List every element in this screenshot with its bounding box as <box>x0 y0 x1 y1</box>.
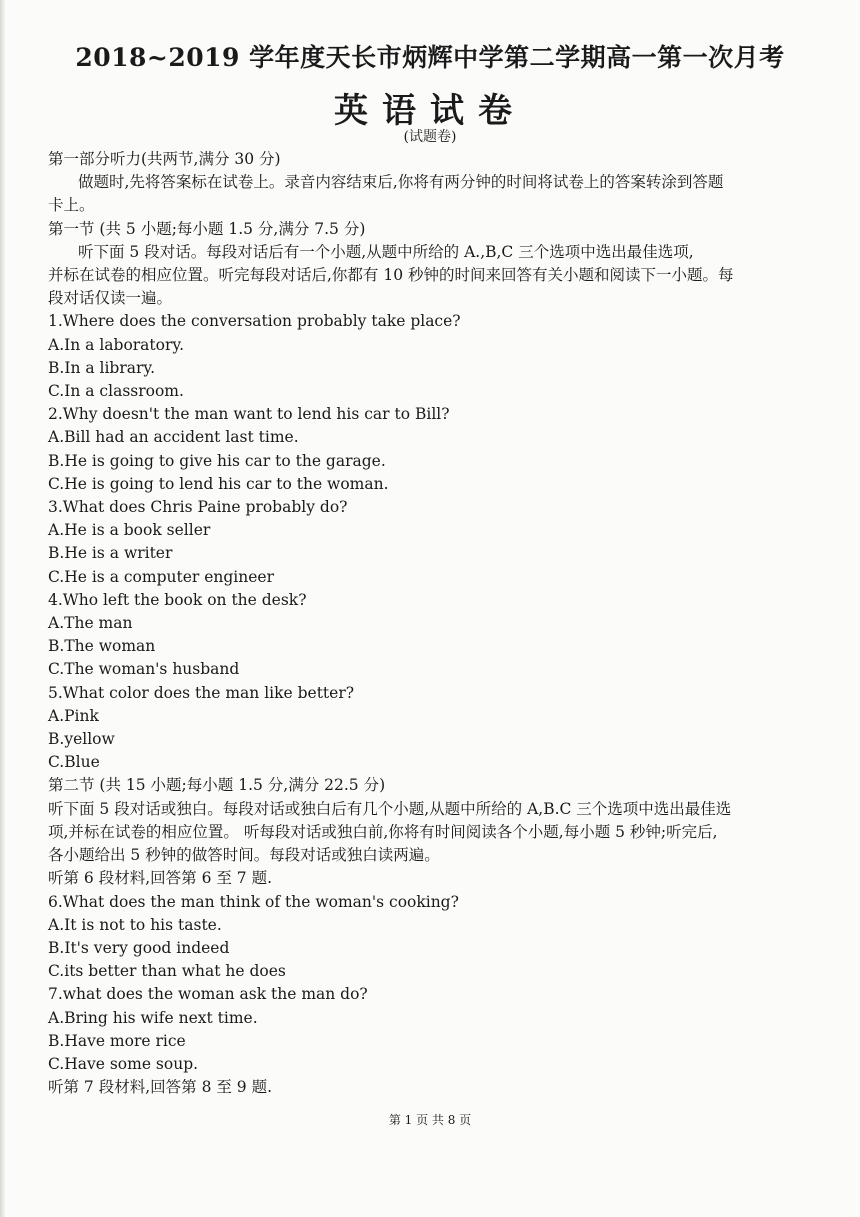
exam-body <box>48 148 823 1099</box>
paper-variant-label: (试题卷) <box>403 129 457 145</box>
text-line: 听第 7 段材料,回答第 8 至 9 题. <box>48 1078 273 1097</box>
exam-title: 2018~2019 学年度天长市炳辉中学第二学期高一第一次月考 <box>75 43 785 72</box>
page-footer: 第 1 页 共 8 页 <box>388 1113 472 1127</box>
text-line: 听下面 5 段对话。每段对话后有一个小题,从题中所给的 A.,B,C 三个选项中选出最佳选项, <box>78 242 694 261</box>
subject-heading: 英语试卷 <box>334 91 526 131</box>
text-line: 并标在试卷的相应位置。听完每段对话后,你都有 10 秒钟的时间来回答有关小题和阅读下一小题。每 <box>48 266 734 285</box>
text-line: A.It is not to his taste. <box>48 915 222 934</box>
text-line: 5.What color does the man like better? <box>48 683 355 702</box>
text-line: C.He is a computer engineer <box>48 567 274 586</box>
text-line: 6.What does the man think of the woman's cooking? <box>48 892 459 911</box>
text-line: B.The woman <box>48 637 156 656</box>
text-line: 第二节 (共 15 小题;每小题 1.5 分,满分 22.5 分) <box>48 776 386 795</box>
text-line: A.The man <box>48 614 133 633</box>
text-line: 段对话仅读一遍。 <box>48 289 173 308</box>
text-line: 项,并标在试卷的相应位置。 听每段对话或独白前,你将有时间阅读各个小题,每小题 5 秒钟;听完后, <box>48 822 718 841</box>
text-line: B.He is going to give his car to the garage. <box>48 451 386 470</box>
text-line: C.The woman's husband <box>48 660 240 679</box>
text-line: 3.What does Chris Paine probably do? <box>48 498 348 517</box>
text-line: 7.what does the woman ask the man do? <box>48 985 368 1004</box>
text-line: 听第 6 段材料,回答第 6 至 7 题. <box>48 869 273 888</box>
text-line: 各小题给出 5 秒钟的做答时间。每段对话或独白读两遍。 <box>48 846 440 865</box>
text-line: A.Bring his wife next time. <box>48 1008 258 1027</box>
text-line: C.He is going to lend his car to the woman. <box>48 474 389 493</box>
text-line: B.yellow <box>48 730 115 749</box>
text-line: 做题时,先将答案标在试卷上。录音内容结束后,你将有两分钟的时间将试卷上的答案转涂到答题 <box>78 173 724 192</box>
text-line: A.In a laboratory. <box>48 335 185 354</box>
text-line: A.He is a book seller <box>48 521 211 540</box>
text-line: B.In a library. <box>48 358 156 377</box>
text-line: 听下面 5 段对话或独白。每段对话或独白后有几个小题,从题中所给的 A,B.C 三个选项中选出最佳选 <box>48 799 732 818</box>
text-line: 1.Where does the conversation probably take place? <box>48 312 461 331</box>
text-line: 2.Why doesn't the man want to lend his car to Bill? <box>48 405 450 424</box>
text-line: C.In a classroom. <box>48 382 184 401</box>
text-line: C.its better than what he does <box>48 962 286 981</box>
text-line: 4.Who left the book on the desk? <box>48 590 307 609</box>
text-line: B.Have more rice <box>48 1031 186 1050</box>
text-line: C.Have some soup. <box>48 1054 199 1073</box>
text-line: 卡上。 <box>48 196 95 215</box>
text-line: C.Blue <box>48 753 100 772</box>
text-line: 第一部分听力(共两节,满分 30 分) <box>48 150 281 168</box>
text-line: A.Bill had an accident last time. <box>48 428 299 447</box>
text-line: A.Pink <box>48 706 99 725</box>
scan-edge-shadow <box>0 0 6 1217</box>
text-line: 第一节 (共 5 小题;每小题 1.5 分,满分 7.5 分) <box>48 219 366 238</box>
text-line: B.He is a writer <box>48 544 173 563</box>
text-line: B.It's very good indeed <box>48 938 230 957</box>
